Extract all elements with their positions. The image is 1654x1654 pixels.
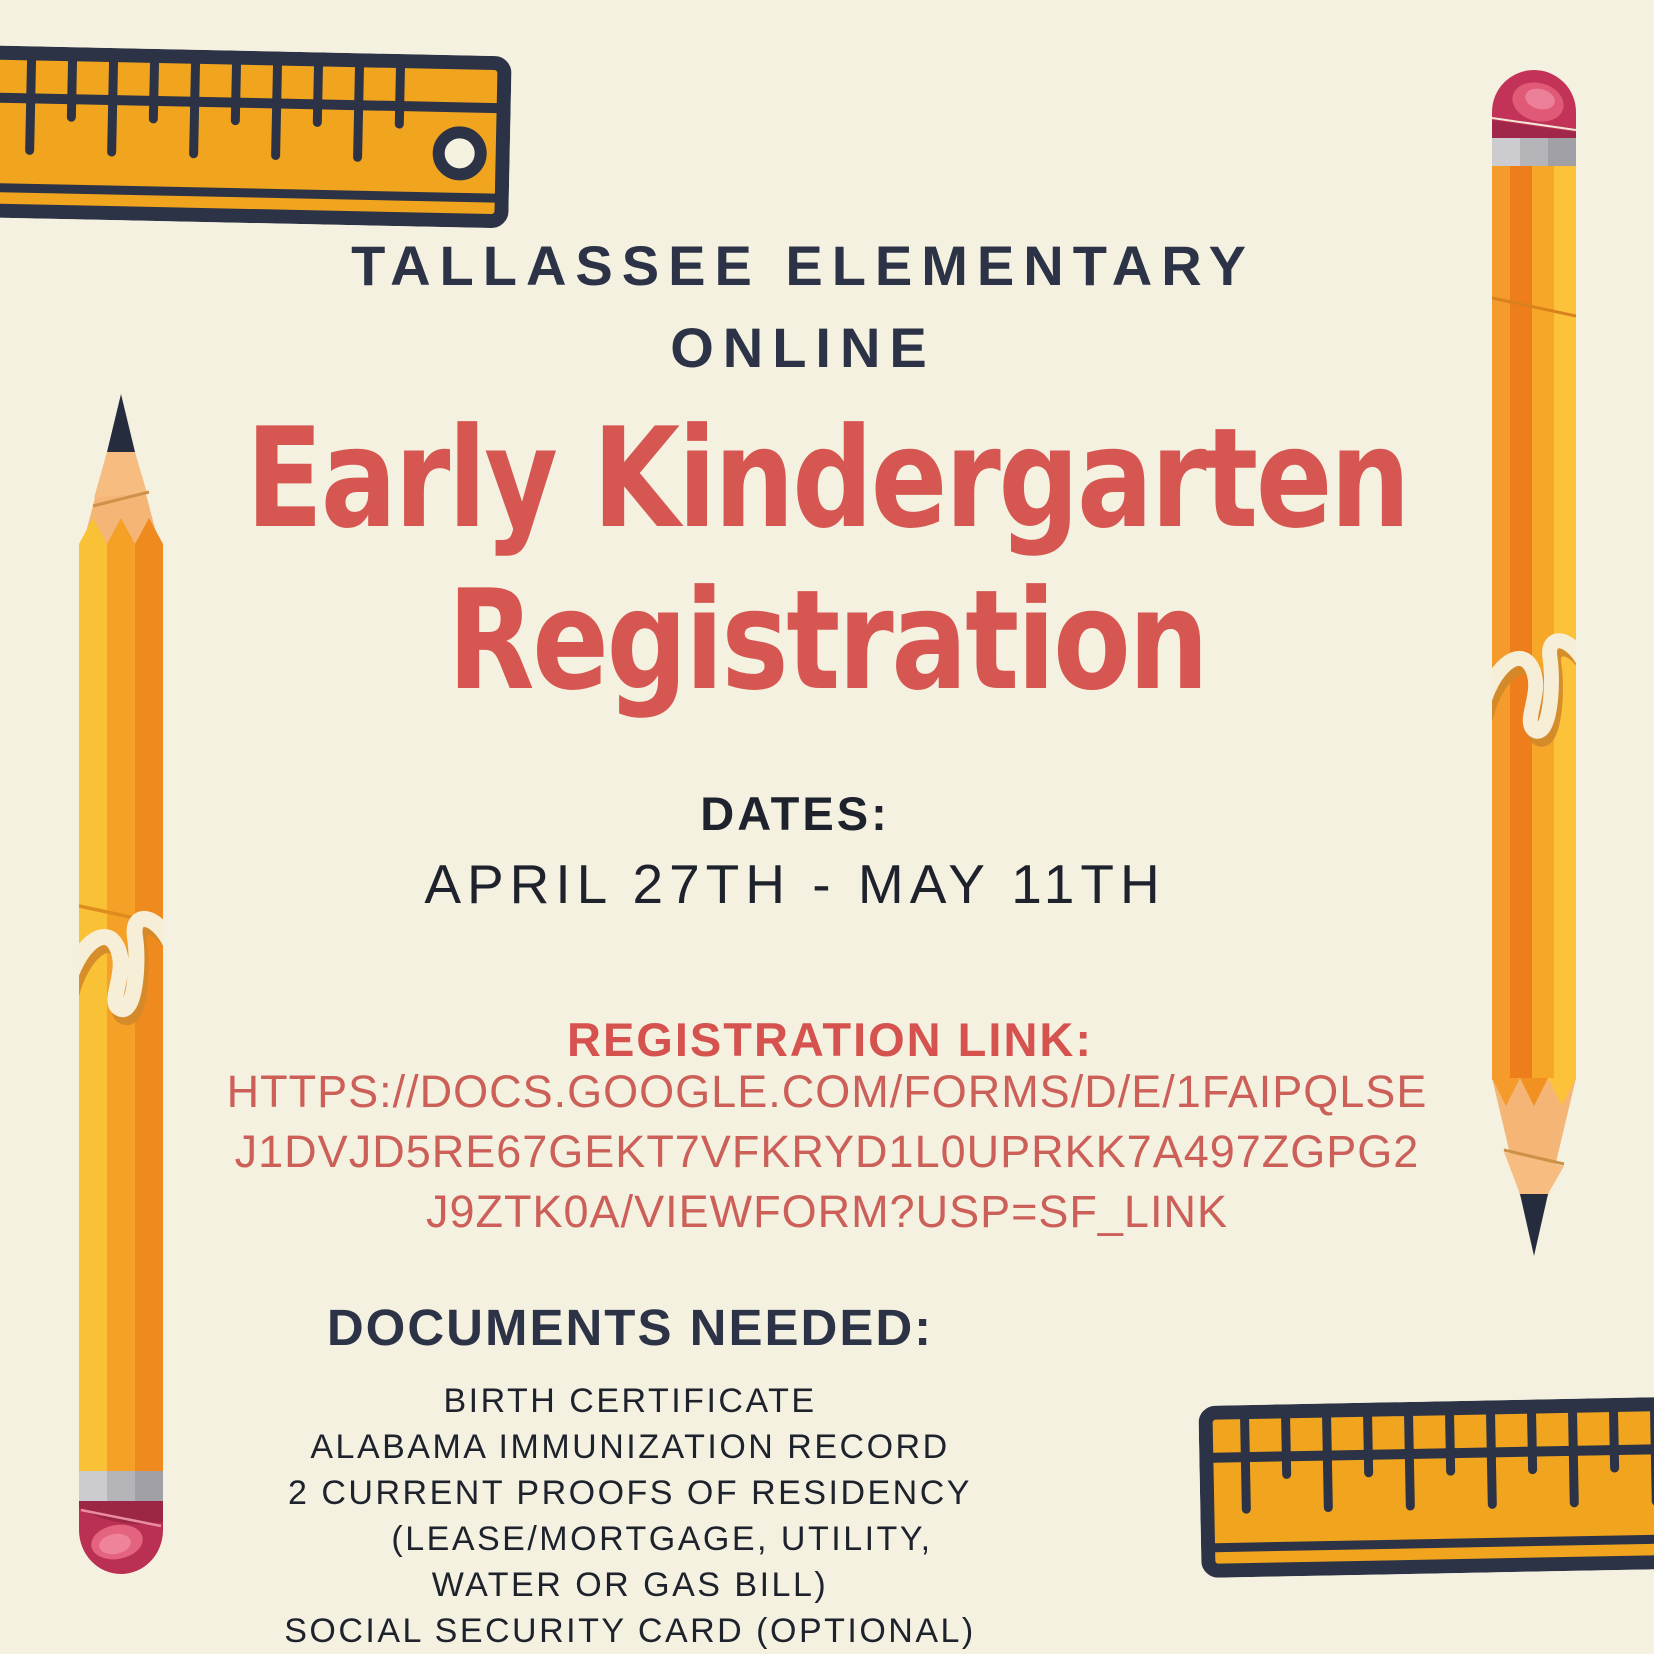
- list-item: SOCIAL SECURITY CARD (OPTIONAL): [284, 1612, 976, 1650]
- registration-url-line2: J1DVJD5RE67GEKT7VFKRYD1L0UPRKK7A497ZGPG2: [234, 1126, 1420, 1177]
- list-item: 2 CURRENT PROOFS OF RESIDENCY: [288, 1474, 972, 1512]
- documents-label: DOCUMENTS NEEDED:: [326, 1299, 934, 1356]
- dates-label: DATES:: [700, 787, 890, 840]
- page-title: [0, 398, 1654, 722]
- dates-value: APRIL 27TH - MAY 11TH: [424, 853, 1166, 915]
- list-item: ALABAMA IMMUNIZATION RECORD: [310, 1428, 950, 1466]
- list-item: WATER OR GAS BILL): [431, 1566, 829, 1604]
- registration-link-label: REGISTRATION LINK:: [567, 1013, 1093, 1066]
- page-title-line2: Registration: [447, 560, 1207, 721]
- school-name: [0, 225, 1606, 389]
- registration-url-line3: J9ZTK0A/VIEWFORM?USP=SF_LINK: [426, 1186, 1228, 1237]
- ruler-icon: [0, 44, 512, 229]
- list-item: BIRTH CERTIFICATE: [443, 1382, 817, 1420]
- list-item: (LEASE/MORTGAGE, UTILITY,: [391, 1520, 933, 1558]
- page-title-line1: Early Kindergarten: [245, 398, 1409, 559]
- school-name-line1: TALLASSEE ELEMENTARY: [351, 234, 1255, 297]
- school-name-line2: ONLINE: [670, 316, 936, 379]
- registration-url-line1: HTTPS://DOCS.GOOGLE.COM/FORMS/D/E/1FAIPQLSE: [226, 1066, 1428, 1117]
- registration-url: [0, 1062, 1654, 1242]
- documents-list: [0, 1378, 1260, 1654]
